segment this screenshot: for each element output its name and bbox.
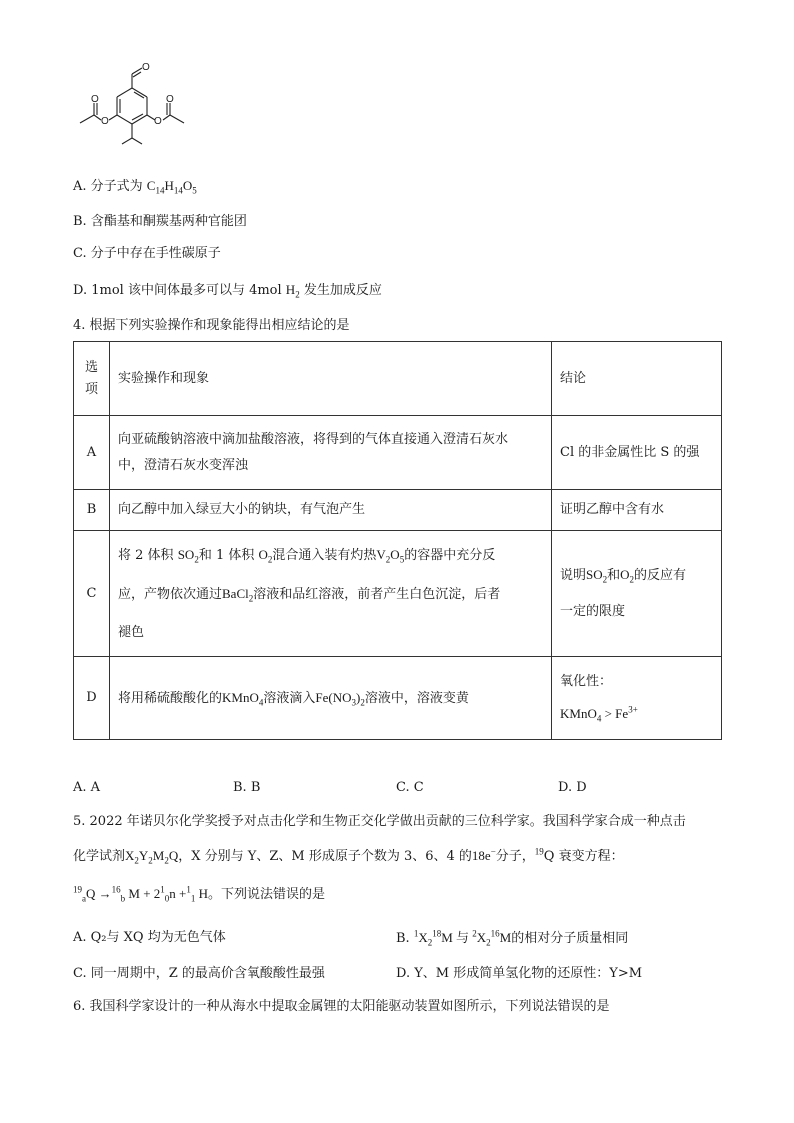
row-d-conclusion: 氧化性： KMnO$_4$ > $Fe^{3+}$	[552, 657, 722, 740]
row-b-conclusion: 证明乙醇中含有水	[552, 490, 722, 531]
q3-option-d: D. 1mol 该中间体最多可以与 4mol $H_2$ 发生加成反应	[73, 282, 382, 300]
row-c-operation: 将 2 体积 $SO_2$和 1 体积 $O_2$混合通入装有灼热$V_2O_5$的容器中充分反 应，产物依次通过BaCl$_2$溶液和品红溶液，前者产生白色沉淀，后者 褪色	[110, 531, 552, 657]
q4-experiment-table	[73, 341, 722, 740]
q4-choice-c: C. C	[396, 780, 424, 795]
table-row	[74, 490, 722, 531]
svg-text:O: O	[166, 94, 174, 105]
row-d-option: D	[74, 657, 110, 740]
q4-choice-b: B. B	[233, 780, 261, 795]
q3-option-a-text: A. 分子式为	[73, 179, 143, 194]
q6-stem: 6. 我国科学家设计的一种从海水中提取金属锂的太阳能驱动装置如图所示，下列说法错误的是	[73, 999, 610, 1014]
row-b-option: B	[74, 490, 110, 531]
q4-stem: 4. 根据下列实验操作和现象能得出相应结论的是	[73, 318, 350, 333]
header-conclusion: 结论	[552, 342, 722, 416]
row-d-operation: 将用稀硫酸酸化的KMnO$_4$溶液滴入$Fe(NO_3)_2$溶液中，溶液变黄	[110, 657, 552, 740]
table-row	[74, 416, 722, 490]
row-c-option: C	[74, 531, 110, 657]
header-option: 选项	[74, 342, 110, 416]
q3-option-a-formula: $C_{14}H_{14}O_5$	[146, 178, 197, 196]
svg-text:O: O	[142, 62, 150, 73]
q5-option-a: A. Q₂与 XQ 均为无色气体	[73, 930, 226, 945]
q3-option-b: B. 含酯基和酮羰基两种官能团	[73, 214, 247, 229]
row-c-conclusion: 说明$SO_2$和$O_2$的反应有 一定的限度	[552, 531, 722, 657]
q5-stem-line1: 5. 2022 年诺贝尔化学奖授予对点击化学和生物正交化学做出贡献的三位科学家。我国科学家合成一种点击	[73, 814, 686, 829]
molecule-structure-diagram	[66, 58, 196, 168]
q5-decay-equation: $^{19}_a$Q →$^{16}_b$ $M + 2^1_0n +^1_1$ H。下列说法错误的是	[73, 884, 326, 904]
q5-option-d: D. Y、M 形成简单氢化物的还原性：Y>M	[396, 966, 643, 981]
q5-stem-line2: 化学试剂$X_2Y_2M_2Q$，X 分别与 Y、Z、M 形成原子个数为 3、6、4 的18e−分子，$^{19}$Q 衰变方程：	[73, 846, 624, 866]
q4-choice-a: A. A	[73, 780, 101, 795]
row-b-operation: 向乙醇中加入绿豆大小的钠块，有气泡产生	[110, 490, 552, 531]
header-operation: 实验操作和现象	[110, 342, 552, 416]
q4-choice-d: D. D	[558, 780, 587, 795]
q3-option-a	[73, 177, 197, 196]
q5-option-c: C. 同一周期中，Z 的最高价含氧酸酸性最强	[73, 966, 325, 981]
table-row	[74, 657, 722, 740]
svg-text:O: O	[91, 94, 99, 105]
table-header-row	[74, 342, 722, 416]
q5-option-b: B. $^1X_2^{18}M$ 与 $^2X_2^{16}M$的相对分子质量相同	[396, 928, 629, 948]
table-row	[74, 531, 722, 657]
row-a-operation: 向亚硫酸钠溶液中滴加盐酸溶液，将得到的气体直接通入澄清石灰水 中，澄清石灰水变浑浊	[110, 416, 552, 490]
svg-text:O: O	[101, 116, 109, 127]
q3-option-c: C. 分子中存在手性碳原子	[73, 246, 221, 261]
row-a-conclusion: Cl 的非金属性比 S 的强	[552, 416, 722, 490]
svg-text:O: O	[154, 116, 162, 127]
row-a-option: A	[74, 416, 110, 490]
